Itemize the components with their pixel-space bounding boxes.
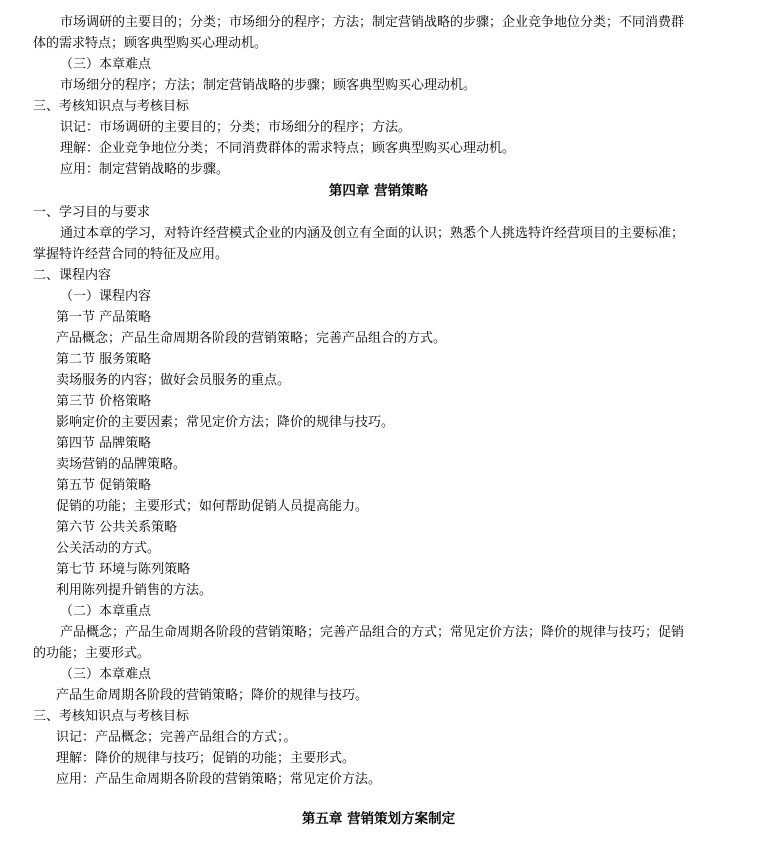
chapter-five-title: 第五章 营销策划方案制定 [301, 811, 456, 827]
text-line: 产品概念；产品生命周期各阶段的营销策略；完善产品组合的方式；常见定价方法；降价的规律与技巧；促销 [60, 625, 685, 640]
section-heading: （三）本章难点 [60, 667, 152, 682]
text-line: 的功能；主要形式。 [33, 646, 151, 661]
text-line: 识记：市场调研的主要目的；分类；市场细分的程序；方法。 [60, 120, 412, 135]
section-heading: （二）本章重点 [60, 604, 152, 619]
section-heading: （一）课程内容 [60, 289, 152, 304]
text-line: 应用：制定营销战略的步骤。 [60, 162, 230, 177]
text-line: 第四节 品牌策略 [56, 436, 152, 451]
text-line: 体的需求特点；顾客典型购买心理动机。 [33, 36, 268, 51]
text-line: 第一节 产品策略 [56, 310, 152, 325]
text-line: 第二节 服务策略 [56, 352, 152, 367]
text-line: 卖场服务的内容；做好会员服务的重点。 [56, 373, 291, 388]
text-line: 市场调研的主要目的；分类；市场细分的程序；方法；制定营销战略的步骤；企业竞争地位分类；不同消费群 [60, 15, 685, 30]
text-line: 市场细分的程序；方法；制定营销战略的步骤；顾客典型购买心理动机。 [60, 78, 477, 93]
section-heading: 一、学习目的与要求 [33, 205, 151, 220]
text-line: 第七节 环境与陈列策略 [56, 562, 191, 577]
text-line: 理解：降价的规律与技巧；促销的功能；主要形式。 [56, 751, 356, 766]
chapter-four-title: 第四章 营销策略 [328, 183, 429, 199]
text-line: 第六节 公共关系策略 [56, 520, 178, 535]
text-line: 第五节 促销策略 [56, 478, 152, 493]
text-line: 影响定价的主要因素；常见定价方法；降价的规律与技巧。 [56, 415, 395, 430]
section-heading: 三、考核知识点与考核目标 [33, 709, 190, 724]
section-heading: （三）本章难点 [60, 57, 152, 72]
text-line: 公关活动的方式。 [56, 541, 161, 556]
section-heading: 二、课程内容 [33, 268, 112, 283]
text-line: 理解：企业竞争地位分类；不同消费群体的需求特点；顾客典型购买心理动机。 [60, 141, 516, 156]
text-line: 产品生命周期各阶段的营销策略；降价的规律与技巧。 [56, 688, 369, 703]
text-line: 应用：产品生命周期各阶段的营销策略；常见定价方法。 [56, 772, 382, 787]
text-line: 掌握特许经营合同的特征及应用。 [33, 247, 229, 262]
text-line: 利用陈列提升销售的方法。 [56, 583, 213, 598]
text-line: 产品概念；产品生命周期各阶段的营销策略；完善产品组合的方式。 [56, 331, 447, 346]
text-line: 促销的功能；主要形式；如何帮助促销人员提高能力。 [56, 499, 369, 514]
text-line: 识记：产品概念；完善产品组合的方式；。 [56, 730, 297, 745]
text-line: 通过本章的学习，对特许经营模式企业的内涵及创立有全面的认识；熟悉个人挑选特许经营项目的主要标准； [60, 226, 685, 241]
text-line: 第三节 价格策略 [56, 394, 152, 409]
text-line: 卖场营销的品牌策略。 [56, 457, 187, 472]
section-heading: 三、考核知识点与考核目标 [33, 99, 190, 114]
